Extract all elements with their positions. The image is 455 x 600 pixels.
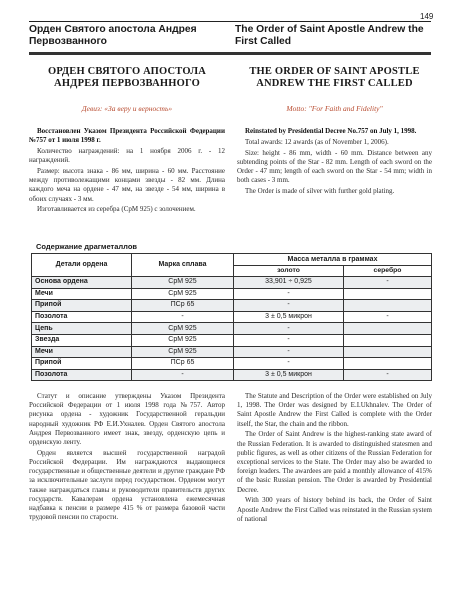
ru-upper-column	[29, 66, 225, 216]
header-part: Детали ордена	[32, 254, 132, 277]
en-upper-column	[237, 66, 432, 198]
cell-silver	[344, 288, 432, 300]
cell-part: Цепь	[32, 323, 132, 335]
cell-part: Припой	[32, 358, 132, 370]
table-row	[32, 334, 432, 346]
cell-alloy: -	[132, 369, 234, 381]
cell-gold: 3 ± 0,5 микрон	[234, 311, 344, 323]
cell-gold: -	[234, 323, 344, 335]
cell-gold: -	[234, 358, 344, 370]
cell-alloy: СрМ 925	[132, 323, 234, 335]
ru-paragraph-size: Размер: высота знака - 86 мм, ширина - 60 мм. Расстояние между противолежащими концами звезды - 82 мм. Длина каждого меча на ордене - 47 мм, на звезде - 54 мм, ширина в обоих случаях - 3 мм.	[29, 167, 225, 203]
en-paragraph-awards: Total awards: 12 awards (as of November 1, 2006).	[245, 137, 389, 146]
table-row	[32, 323, 432, 335]
cell-silver	[344, 358, 432, 370]
en-order-title: THE ORDER OF SAINT APOSTLE ANDREW THE FIRST CALLED	[249, 66, 420, 89]
cell-silver	[344, 334, 432, 346]
ru-paragraph-reinstated: Восстановлен Указом Президента Российской Федерации №757 от 1 июля 1998 г.	[29, 127, 225, 145]
cell-part: Позолота	[32, 369, 132, 381]
cell-gold: -	[234, 288, 344, 300]
cell-gold: -	[234, 346, 344, 358]
ru-paragraph-material: Изготавливается из серебра (СрМ 925) с золочением.	[37, 205, 196, 214]
cell-alloy: ПСр 65	[132, 300, 234, 312]
ru-paragraph-awards: Количество награждений: на 1 ноября 2006 г. - 12 награждений.	[29, 147, 225, 165]
en-lower-column	[237, 392, 432, 526]
page-header	[29, 21, 431, 55]
en-paragraph-history: With 300 years of history behind its back, the Order of Saint Apostle Andrew the First Called was reinstated in the Russian system of national	[237, 496, 432, 523]
en-paragraph-reinstated: Reinstated by Presidential Decree No.757 on July 1, 1998.	[245, 127, 417, 135]
metals-section-title: Содержание драгметаллов	[36, 242, 138, 251]
cell-silver: -	[344, 369, 432, 381]
header-title-en: The Order of Saint Apostle Andrew the First Called	[235, 24, 424, 47]
header-rule-top	[29, 21, 431, 22]
ru-motto: Девиз: «За веру и верность»	[81, 104, 173, 113]
header-title-ru: Орден Святого апостола Андрея Первозванного	[29, 24, 197, 47]
cell-alloy: ПСр 65	[132, 358, 234, 370]
table-row	[32, 300, 432, 312]
cell-alloy: -	[132, 311, 234, 323]
header-alloy: Марка сплава	[132, 254, 234, 277]
en-paragraph-statute: The Statute and Description of the Order were established on July 1, 1998. The Order was designed by E.I.Ukhnalev. The Order of Saint Apostle Andrew the First Called is complete with the Order itself, the Star, the chain and the ribbon.	[237, 392, 432, 428]
cell-part: Основа ордена	[32, 277, 132, 289]
en-paragraph-award-rules: The Order of Saint Andrew is the highest-ranking state award of the Russian Federation. It is awarded to distinguished statesmen and public figures, as well as other citizens of the Russian Federation for exceptional services to the State. The Order may also be awarded to foreign leaders. The awardees are paid a monthly allowance of 415% of the basic Russian pension. The Order is awarded by Presidential Decree.	[237, 430, 432, 494]
ru-lower-column	[29, 392, 225, 524]
cell-gold: -	[234, 334, 344, 346]
header-mass: Масса металла в граммах	[234, 254, 432, 266]
ru-facts	[29, 127, 225, 215]
table-row	[32, 369, 432, 381]
ru-order-title: ОРДЕН СВЯТОГО АПОСТОЛА АНДРЕЯ ПЕРВОЗВАННОГО	[47, 66, 207, 89]
header-rule-bar	[29, 52, 431, 55]
table-row	[32, 346, 432, 358]
cell-silver	[344, 346, 432, 358]
table-row	[32, 288, 432, 300]
table-row	[32, 277, 432, 289]
cell-part: Мечи	[32, 346, 132, 358]
cell-part: Звезда	[32, 334, 132, 346]
en-paragraph-material: The Order is made of silver with further gold plating.	[245, 187, 395, 195]
cell-alloy: СрМ 925	[132, 288, 234, 300]
cell-silver	[344, 300, 432, 312]
cell-gold: 3 ± 0,5 микрон	[234, 369, 344, 381]
page-number: 149	[420, 12, 434, 21]
cell-silver: -	[344, 311, 432, 323]
cell-part: Позолота	[32, 311, 132, 323]
table-row	[32, 358, 432, 370]
en-facts	[237, 127, 432, 196]
cell-alloy: СрМ 925	[132, 346, 234, 358]
cell-gold: 33,901 ÷ 0,925	[234, 277, 344, 289]
en-motto: Motto: "For Faith and Fidelity"	[286, 104, 383, 113]
ru-paragraph-award-rules: Орден является высшей государственной наградой Российской Федерации. Им награждаются выдающиеся государственные и общественные деятели и другие граждане РФ за исключительные заслуги перед государством. Орденом могут также награждаться главы и руководители правительств других государств. Кавалерам ордена установлена ежемесячная надбавка к пенсии в размере 415 % от размера базовой части трудовой пенсии по старости.	[29, 448, 225, 522]
ru-paragraph-statute: Статут и описание утверждены Указом Президента Российской Федерации от 1 июля 1998 года №757. Автор рисунка ордена - художник Государственной геральдии народный художник РФ Е.И.Ухналев. Орден Святого апостола Андрея Первозванного имеет знак, звезду, орденскую цепь и орденскую ленту.	[29, 392, 225, 447]
cell-alloy: СрМ 925	[132, 277, 234, 289]
cell-silver	[344, 323, 432, 335]
cell-silver: -	[344, 277, 432, 289]
header-silver: серебро	[344, 266, 432, 277]
en-paragraph-size: Size: height - 86 mm, width - 60 mm. Distance between any subtending points of the Star - 82 mm. Length of each sword on the Order - 47 mm; length of each sword on the Star - 54 mm; width in both cases - 3 mm.	[237, 148, 432, 185]
cell-part: Припой	[32, 300, 132, 312]
table-row	[32, 311, 432, 323]
header-gold: золото	[234, 266, 344, 277]
cell-alloy: СрМ 925	[132, 334, 234, 346]
cell-gold: -	[234, 300, 344, 312]
precious-metals-table	[31, 253, 432, 381]
cell-part: Мечи	[32, 288, 132, 300]
